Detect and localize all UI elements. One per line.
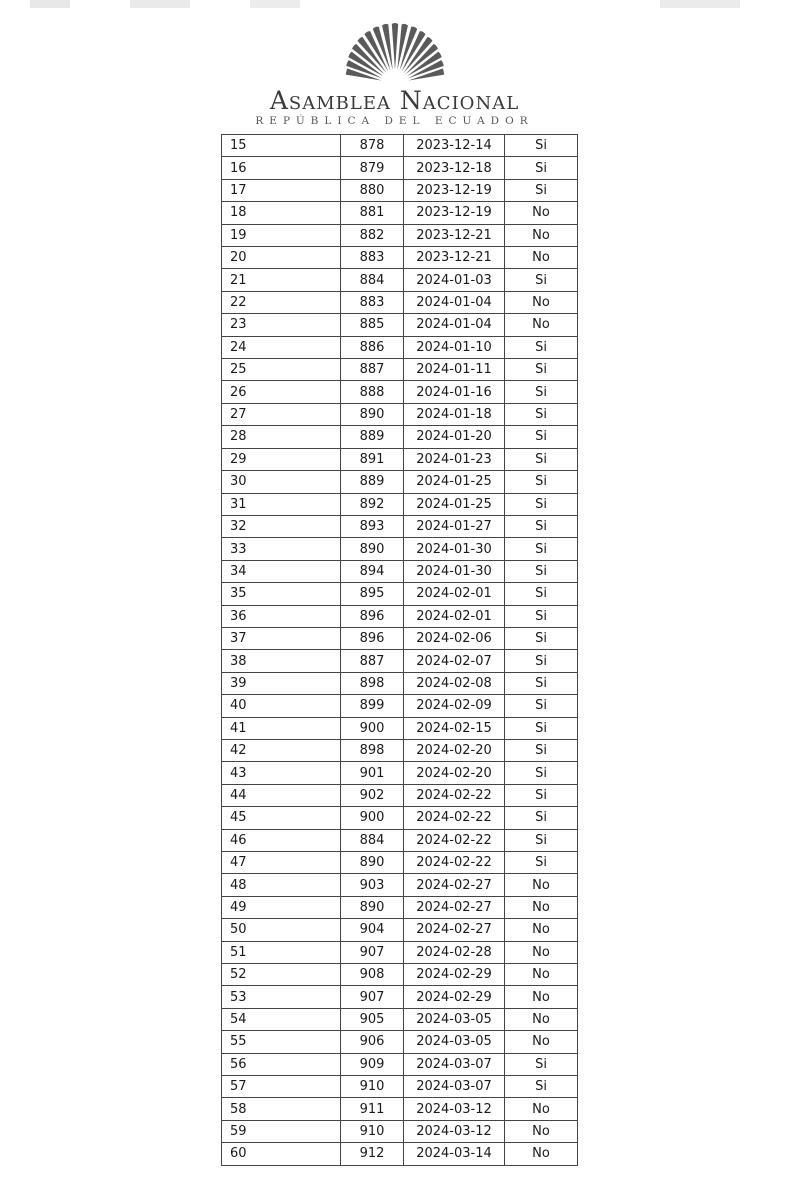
- result-cell: Si: [505, 269, 578, 291]
- table-row: [222, 964, 578, 986]
- row-number-cell: 51: [222, 941, 341, 963]
- table-row: [222, 493, 578, 515]
- record-id-cell: 902: [341, 784, 404, 806]
- row-number-cell: 27: [222, 403, 341, 425]
- record-id-cell: 891: [341, 448, 404, 470]
- row-number-cell: 32: [222, 515, 341, 537]
- result-cell: Si: [505, 695, 578, 717]
- record-id-cell: 887: [341, 650, 404, 672]
- record-id-cell: 907: [341, 986, 404, 1008]
- org-name: Asamblea Nacional: [269, 86, 520, 115]
- row-number-cell: 23: [222, 314, 341, 336]
- result-cell: Si: [505, 672, 578, 694]
- asamblea-sun-fan-emblem-icon: [330, 18, 460, 88]
- row-number-cell: 40: [222, 695, 341, 717]
- row-number-cell: 17: [222, 179, 341, 201]
- result-cell: No: [505, 874, 578, 896]
- record-id-cell: 898: [341, 739, 404, 761]
- table-row: [222, 448, 578, 470]
- row-number-cell: 22: [222, 291, 341, 313]
- table-row: [222, 359, 578, 381]
- result-cell: Si: [505, 538, 578, 560]
- table-row: [222, 695, 578, 717]
- row-number-cell: 19: [222, 224, 341, 246]
- record-id-cell: 882: [341, 224, 404, 246]
- date-cell: 2024-02-22: [404, 852, 505, 874]
- record-id-cell: 909: [341, 1053, 404, 1075]
- row-number-cell: 34: [222, 560, 341, 582]
- date-cell: 2024-03-12: [404, 1120, 505, 1142]
- date-cell: 2024-02-08: [404, 672, 505, 694]
- row-number-cell: 56: [222, 1053, 341, 1075]
- row-number-cell: 49: [222, 896, 341, 918]
- date-cell: 2024-02-27: [404, 919, 505, 941]
- date-cell: 2024-03-05: [404, 1031, 505, 1053]
- row-number-cell: 16: [222, 157, 341, 179]
- result-cell: Si: [505, 471, 578, 493]
- table-row: [222, 717, 578, 739]
- row-number-cell: 35: [222, 583, 341, 605]
- date-cell: 2024-01-25: [404, 471, 505, 493]
- row-number-cell: 24: [222, 336, 341, 358]
- record-id-cell: 884: [341, 269, 404, 291]
- table-row: [222, 381, 578, 403]
- table-row: [222, 269, 578, 291]
- date-cell: 2023-12-18: [404, 157, 505, 179]
- row-number-cell: 21: [222, 269, 341, 291]
- table-row: [222, 583, 578, 605]
- table-row: [222, 672, 578, 694]
- result-cell: No: [505, 202, 578, 224]
- result-cell: Si: [505, 179, 578, 201]
- date-cell: 2024-03-12: [404, 1098, 505, 1120]
- result-cell: Si: [505, 829, 578, 851]
- record-id-cell: 886: [341, 336, 404, 358]
- result-cell: Si: [505, 852, 578, 874]
- record-id-cell: 888: [341, 381, 404, 403]
- result-cell: Si: [505, 336, 578, 358]
- date-cell: 2024-01-10: [404, 336, 505, 358]
- record-id-cell: 906: [341, 1031, 404, 1053]
- record-id-cell: 884: [341, 829, 404, 851]
- row-number-cell: 45: [222, 807, 341, 829]
- row-number-cell: 41: [222, 717, 341, 739]
- table-row: [222, 426, 578, 448]
- table-row: [222, 1098, 578, 1120]
- result-cell: No: [505, 896, 578, 918]
- row-number-cell: 18: [222, 202, 341, 224]
- row-number-cell: 38: [222, 650, 341, 672]
- record-id-cell: 903: [341, 874, 404, 896]
- date-cell: 2023-12-14: [404, 135, 505, 157]
- record-id-cell: 890: [341, 403, 404, 425]
- table-row: [222, 650, 578, 672]
- record-id-cell: 912: [341, 1143, 404, 1165]
- date-cell: 2024-02-07: [404, 650, 505, 672]
- row-number-cell: 31: [222, 493, 341, 515]
- date-cell: 2024-02-22: [404, 784, 505, 806]
- date-cell: 2024-01-18: [404, 403, 505, 425]
- record-id-cell: 885: [341, 314, 404, 336]
- result-cell: Si: [505, 717, 578, 739]
- table-row: [222, 515, 578, 537]
- date-cell: 2023-12-21: [404, 224, 505, 246]
- date-cell: 2024-01-30: [404, 538, 505, 560]
- date-cell: 2024-03-07: [404, 1053, 505, 1075]
- date-cell: 2024-02-22: [404, 829, 505, 851]
- record-id-cell: 881: [341, 202, 404, 224]
- votes-table: [221, 134, 578, 1166]
- row-number-cell: 50: [222, 919, 341, 941]
- date-cell: 2024-02-09: [404, 695, 505, 717]
- date-cell: 2024-02-01: [404, 583, 505, 605]
- result-cell: No: [505, 1143, 578, 1165]
- table-row: [222, 829, 578, 851]
- table-row: [222, 1120, 578, 1142]
- result-cell: No: [505, 964, 578, 986]
- result-cell: Si: [505, 1076, 578, 1098]
- date-cell: 2024-02-20: [404, 762, 505, 784]
- record-id-cell: 900: [341, 717, 404, 739]
- row-number-cell: 42: [222, 739, 341, 761]
- scan-top-marks: [0, 0, 789, 8]
- record-id-cell: 890: [341, 852, 404, 874]
- result-cell: No: [505, 1031, 578, 1053]
- result-cell: Si: [505, 448, 578, 470]
- date-cell: 2024-01-30: [404, 560, 505, 582]
- date-cell: 2024-02-27: [404, 874, 505, 896]
- table-row: [222, 1008, 578, 1030]
- record-id-cell: 907: [341, 941, 404, 963]
- record-id-cell: 893: [341, 515, 404, 537]
- record-id-cell: 887: [341, 359, 404, 381]
- row-number-cell: 39: [222, 672, 341, 694]
- result-cell: Si: [505, 762, 578, 784]
- table-row: [222, 941, 578, 963]
- result-cell: Si: [505, 739, 578, 761]
- record-id-cell: 904: [341, 919, 404, 941]
- result-cell: No: [505, 314, 578, 336]
- row-number-cell: 57: [222, 1076, 341, 1098]
- record-id-cell: 879: [341, 157, 404, 179]
- table-row: [222, 157, 578, 179]
- document-header: [0, 10, 789, 127]
- row-number-cell: 53: [222, 986, 341, 1008]
- date-cell: 2024-01-25: [404, 493, 505, 515]
- record-id-cell: 908: [341, 964, 404, 986]
- date-cell: 2024-02-28: [404, 941, 505, 963]
- row-number-cell: 58: [222, 1098, 341, 1120]
- row-number-cell: 44: [222, 784, 341, 806]
- record-id-cell: 878: [341, 135, 404, 157]
- row-number-cell: 29: [222, 448, 341, 470]
- table-row: [222, 919, 578, 941]
- table-row: [222, 314, 578, 336]
- table-row: [222, 538, 578, 560]
- row-number-cell: 48: [222, 874, 341, 896]
- record-id-cell: 895: [341, 583, 404, 605]
- result-cell: Si: [505, 403, 578, 425]
- row-number-cell: 55: [222, 1031, 341, 1053]
- result-cell: No: [505, 1008, 578, 1030]
- table-row: [222, 784, 578, 806]
- result-cell: Si: [505, 605, 578, 627]
- votes-table-body: [222, 135, 578, 1166]
- row-number-cell: 46: [222, 829, 341, 851]
- result-cell: No: [505, 919, 578, 941]
- table-row: [222, 224, 578, 246]
- date-cell: 2024-01-03: [404, 269, 505, 291]
- result-cell: No: [505, 291, 578, 313]
- record-id-cell: 890: [341, 538, 404, 560]
- table-row: [222, 247, 578, 269]
- record-id-cell: 910: [341, 1076, 404, 1098]
- date-cell: 2023-12-21: [404, 247, 505, 269]
- result-cell: No: [505, 1120, 578, 1142]
- table-row: [222, 403, 578, 425]
- result-cell: Si: [505, 560, 578, 582]
- record-id-cell: 890: [341, 896, 404, 918]
- record-id-cell: 900: [341, 807, 404, 829]
- date-cell: 2024-03-07: [404, 1076, 505, 1098]
- date-cell: 2024-01-11: [404, 359, 505, 381]
- table-row: [222, 874, 578, 896]
- table-row: [222, 1076, 578, 1098]
- result-cell: Si: [505, 515, 578, 537]
- org-subtitle: REPÚBLICA DEL ECUADOR: [255, 115, 534, 127]
- record-id-cell: 910: [341, 1120, 404, 1142]
- record-id-cell: 894: [341, 560, 404, 582]
- date-cell: 2024-01-16: [404, 381, 505, 403]
- date-cell: 2024-01-04: [404, 291, 505, 313]
- record-id-cell: 911: [341, 1098, 404, 1120]
- result-cell: Si: [505, 807, 578, 829]
- row-number-cell: 20: [222, 247, 341, 269]
- row-number-cell: 54: [222, 1008, 341, 1030]
- record-id-cell: 905: [341, 1008, 404, 1030]
- row-number-cell: 15: [222, 135, 341, 157]
- record-id-cell: 889: [341, 471, 404, 493]
- table-row: [222, 560, 578, 582]
- table-row: [222, 179, 578, 201]
- row-number-cell: 37: [222, 627, 341, 649]
- table-row: [222, 336, 578, 358]
- date-cell: 2024-01-23: [404, 448, 505, 470]
- result-cell: Si: [505, 426, 578, 448]
- row-number-cell: 26: [222, 381, 341, 403]
- record-id-cell: 880: [341, 179, 404, 201]
- row-number-cell: 30: [222, 471, 341, 493]
- table-row: [222, 605, 578, 627]
- date-cell: 2024-01-04: [404, 314, 505, 336]
- record-id-cell: 901: [341, 762, 404, 784]
- record-id-cell: 883: [341, 291, 404, 313]
- result-cell: Si: [505, 650, 578, 672]
- record-id-cell: 899: [341, 695, 404, 717]
- row-number-cell: 52: [222, 964, 341, 986]
- date-cell: 2024-03-05: [404, 1008, 505, 1030]
- table-row: [222, 1031, 578, 1053]
- record-id-cell: 892: [341, 493, 404, 515]
- row-number-cell: 28: [222, 426, 341, 448]
- date-cell: 2024-02-27: [404, 896, 505, 918]
- row-number-cell: 47: [222, 852, 341, 874]
- table-row: [222, 807, 578, 829]
- table-row: [222, 896, 578, 918]
- record-id-cell: 883: [341, 247, 404, 269]
- record-id-cell: 898: [341, 672, 404, 694]
- date-cell: 2024-01-27: [404, 515, 505, 537]
- table-row: [222, 986, 578, 1008]
- date-cell: 2024-02-15: [404, 717, 505, 739]
- record-id-cell: 896: [341, 605, 404, 627]
- result-cell: No: [505, 986, 578, 1008]
- date-cell: 2024-02-20: [404, 739, 505, 761]
- date-cell: 2024-03-14: [404, 1143, 505, 1165]
- result-cell: Si: [505, 627, 578, 649]
- result-cell: Si: [505, 784, 578, 806]
- table-row: [222, 471, 578, 493]
- date-cell: 2024-02-22: [404, 807, 505, 829]
- table-row: [222, 135, 578, 157]
- result-cell: No: [505, 247, 578, 269]
- table-row: [222, 627, 578, 649]
- result-cell: Si: [505, 583, 578, 605]
- date-cell: 2024-02-01: [404, 605, 505, 627]
- row-number-cell: 59: [222, 1120, 341, 1142]
- date-cell: 2024-02-29: [404, 986, 505, 1008]
- result-cell: Si: [505, 359, 578, 381]
- result-cell: No: [505, 224, 578, 246]
- result-cell: Si: [505, 135, 578, 157]
- result-cell: Si: [505, 157, 578, 179]
- row-number-cell: 36: [222, 605, 341, 627]
- date-cell: 2024-01-20: [404, 426, 505, 448]
- result-cell: No: [505, 1098, 578, 1120]
- row-number-cell: 43: [222, 762, 341, 784]
- table-row: [222, 1053, 578, 1075]
- result-cell: Si: [505, 493, 578, 515]
- table-row: [222, 852, 578, 874]
- record-id-cell: 889: [341, 426, 404, 448]
- table-row: [222, 202, 578, 224]
- table-row: [222, 1143, 578, 1165]
- row-number-cell: 33: [222, 538, 341, 560]
- row-number-cell: 25: [222, 359, 341, 381]
- table-row: [222, 291, 578, 313]
- result-cell: No: [505, 941, 578, 963]
- row-number-cell: 60: [222, 1143, 341, 1165]
- record-id-cell: 896: [341, 627, 404, 649]
- table-row: [222, 739, 578, 761]
- table-row: [222, 762, 578, 784]
- date-cell: 2023-12-19: [404, 179, 505, 201]
- date-cell: 2023-12-19: [404, 202, 505, 224]
- result-cell: Si: [505, 1053, 578, 1075]
- date-cell: 2024-02-29: [404, 964, 505, 986]
- date-cell: 2024-02-06: [404, 627, 505, 649]
- result-cell: Si: [505, 381, 578, 403]
